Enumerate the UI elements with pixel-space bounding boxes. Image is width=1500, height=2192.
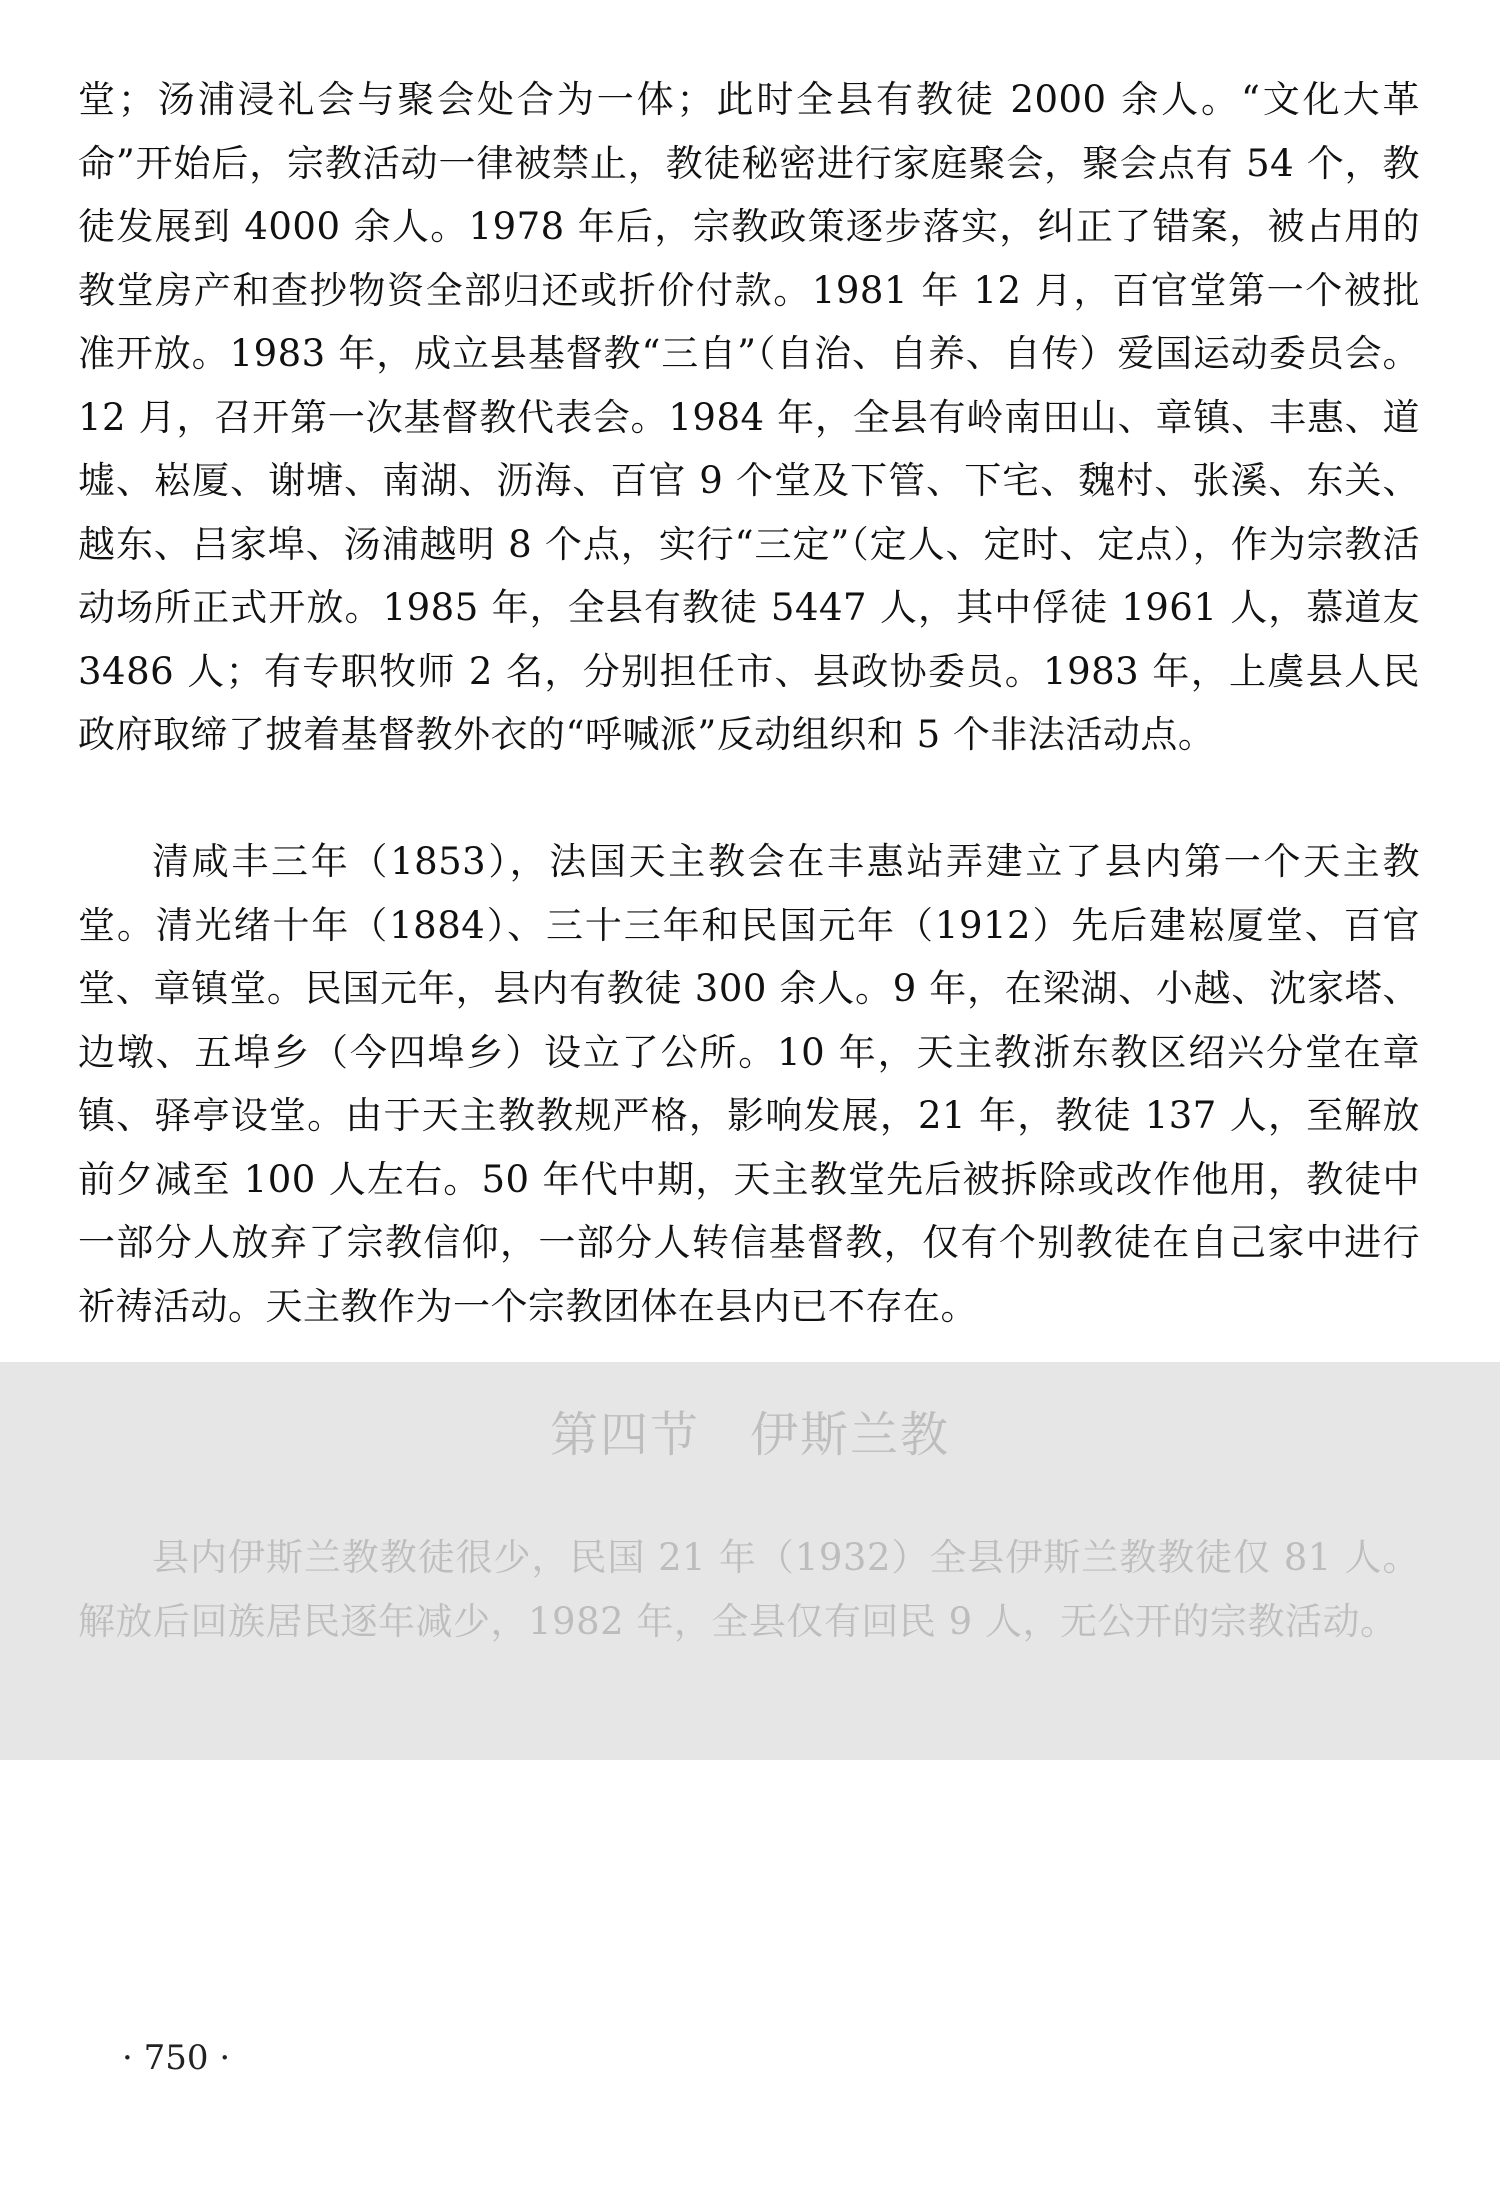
section-title: 第四节 伊斯兰教 <box>549 1407 950 1463</box>
paragraph-protestant-history: 堂；汤浦浸礼会与聚会处合为一体；此时全县有教徒 2000 余人。“文化大革命”开始后，宗教活动一律被禁止，教徒秘密进行家庭聚会，聚会点有 54 个，教徒发展到 4000 余人。1978 年后，宗教政策逐步落实，纠正了错案，被占用的教堂房产和查抄物资全部归还或折价付款。1981 年 12 月，百官堂第一个被批准开放。1983 年，成立县基督教“三自”（自治、自养、自传）爱国运动委员会。12 月，召开第一次基督教代表会。1984 年，全县有岭南田山、章镇、丰惠、道墟、崧厦、谢塘、南湖、沥海、百官 9 个堂及下管、下宅、魏村、张溪、东关、越东、吕家埠、汤浦越明 8 个点，实行“三定”（定人、定时、定点），作为宗教活动场所正式开放。1985 年，全县有教徒 5447 人，其中俘徒 1961 人，慕道友 3486 人；有专职牧师 2 名，分别担任市、县政协委员。1983 年，上虞县人民政府取缔了披着基督教外衣的“呼喊派”反动组织和 5 个非法活动点。 <box>78 78 1420 756</box>
paragraph-catholic-history: 清咸丰三年（1853），法国天主教会在丰惠站弄建立了县内第一个天主教堂。清光绪十年（1884）、三十三年和民国元年（1912）先后建崧厦堂、百官堂、章镇堂。民国元年，县内有教徒 300 余人。9 年，在梁湖、小越、沈家塔、边墩、五埠乡（今四埠乡）设立了公所。10 年，天主教浙东教区绍兴分堂在章镇、驿亭设堂。由于天主教教规严格，影响发展，21 年，教徒 137 人，至解放前夕减至 100 人左右。50 年代中期，天主教堂先后被拆除或改作他用，教徒中一部分人放弃了宗教信仰，一部分人转信基督教，仅有个别教徒在自己家中进行祈祷活动。天主教作为一个宗教团体在县内已不存在。 <box>78 840 1421 1328</box>
paragraph-islam: 县内伊斯兰教教徒很少，民国 21 年（1932）全县伊斯兰教教徒仅 81 人。解放后回族居民逐年减少，1982 年，全县仅有回民 9 人，无公开的宗教活动。 <box>78 1536 1420 1643</box>
page-number: · 750 · <box>122 2038 231 2078</box>
